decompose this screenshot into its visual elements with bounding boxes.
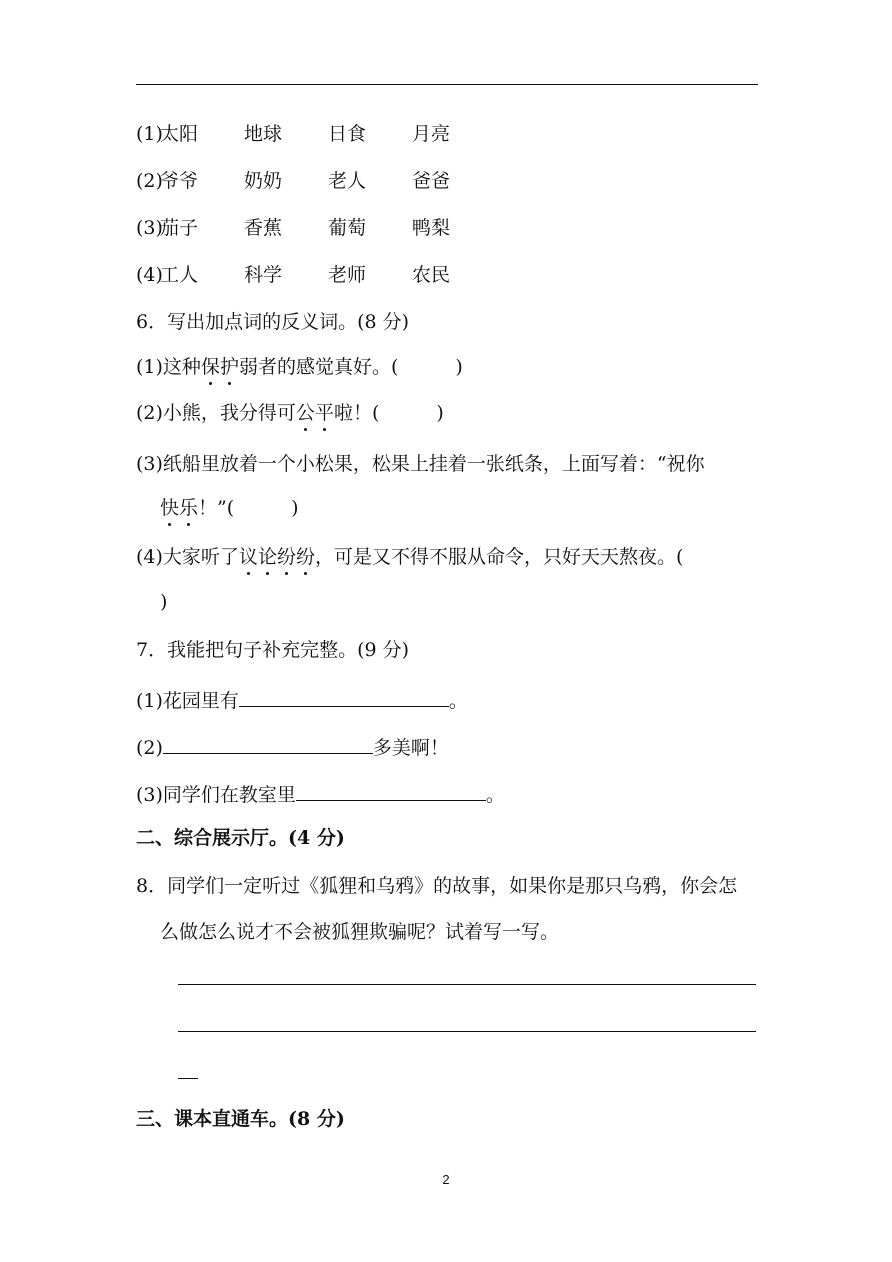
word: 爸爸 — [412, 170, 451, 192]
text: (1)花园里有 — [136, 690, 239, 712]
row-number: (4) — [136, 264, 163, 286]
text: 多美啊！ — [372, 737, 449, 759]
text: (2) — [136, 737, 163, 759]
q6-sentence-3-line-2 — [160, 496, 299, 520]
fill-blank[interactable] — [163, 733, 373, 754]
dotted-char: 纷 — [276, 546, 296, 568]
text: (4)大家听了 — [136, 546, 239, 568]
header-rule — [136, 84, 758, 85]
section-2-heading: 二、综合展示厅。(4 分) — [136, 827, 345, 849]
q7-sentence-3 — [136, 780, 505, 807]
answer-line[interactable] — [178, 984, 756, 985]
word: 月亮 — [412, 123, 451, 145]
answer-line[interactable] — [178, 1031, 756, 1032]
word: 地球 — [244, 123, 283, 145]
q6-sentence-3-line-1: (3)纸船里放着一个小松果，松果上挂着一张纸条，上面写着：“祝你 — [136, 453, 705, 475]
word: 太阳 — [160, 123, 199, 145]
word: 工人 — [160, 264, 199, 286]
q5-row-3 — [136, 216, 736, 240]
q6-sentence-2 — [136, 401, 444, 425]
text: (1)这种 — [136, 356, 201, 378]
q6-title: 6．写出加点词的反义词。(8 分) — [136, 311, 410, 333]
q6-sentence-4-close: ) — [160, 591, 168, 613]
word: 老人 — [328, 170, 367, 192]
text: (2)小熊，我分得可 — [136, 402, 296, 424]
word: 葡萄 — [328, 217, 367, 239]
dotted-char: 保 — [200, 356, 220, 378]
dotted-char: 议 — [238, 546, 258, 568]
dotted-char: 护 — [219, 356, 239, 378]
row-number: (1) — [136, 123, 163, 145]
text: 弱者的感觉真好。( ) — [238, 356, 463, 378]
word: 香蕉 — [244, 217, 283, 239]
dotted-char: 纷 — [295, 546, 315, 568]
word: 老师 — [328, 264, 367, 286]
text: 。 — [448, 690, 468, 712]
q7-title: 7．我能把句子补充完整。(9 分) — [136, 639, 410, 661]
q5-row-1 — [136, 122, 736, 146]
dotted-char: 乐 — [179, 497, 199, 519]
word: 爷爷 — [160, 170, 199, 192]
page-number: 2 — [442, 1172, 450, 1187]
q5-row-2 — [136, 169, 736, 193]
text: 啦！( ) — [333, 402, 444, 424]
q7-sentence-2 — [136, 733, 449, 760]
text: ！”( ) — [198, 497, 299, 519]
answer-line-short[interactable] — [178, 1078, 198, 1079]
word: 日食 — [328, 123, 367, 145]
q5-row-4 — [136, 263, 736, 287]
text: (3)同学们在教室里 — [136, 784, 296, 806]
dotted-char: 论 — [257, 546, 277, 568]
q6-sentence-4 — [136, 545, 683, 569]
word: 农民 — [412, 264, 451, 286]
dotted-char: 平 — [314, 402, 334, 424]
row-number: (3) — [136, 217, 163, 239]
fill-blank[interactable] — [239, 686, 449, 707]
q7-sentence-1 — [136, 686, 468, 713]
dotted-char: 快 — [160, 497, 180, 519]
text: 。 — [485, 784, 505, 806]
section-3-heading: 三、课本直通车。(8 分) — [136, 1108, 345, 1130]
q8-line-1: 8．同学们一定听过《狐狸和乌鸦》的故事，如果你是那只乌鸦，你会怎 — [136, 875, 738, 897]
word: 奶奶 — [244, 170, 283, 192]
q8-line-2: 么做怎么说才不会被狐狸欺骗呢？试着写一写。 — [160, 921, 560, 943]
fill-blank[interactable] — [296, 780, 486, 801]
word: 科学 — [244, 264, 283, 286]
dotted-char: 公 — [295, 402, 315, 424]
row-number: (2) — [136, 170, 163, 192]
q6-sentence-1 — [136, 355, 463, 379]
text: ，可是又不得不服从命令，只好天天熬夜。( — [314, 546, 684, 568]
word: 鸭梨 — [412, 217, 451, 239]
word: 茄子 — [160, 217, 199, 239]
